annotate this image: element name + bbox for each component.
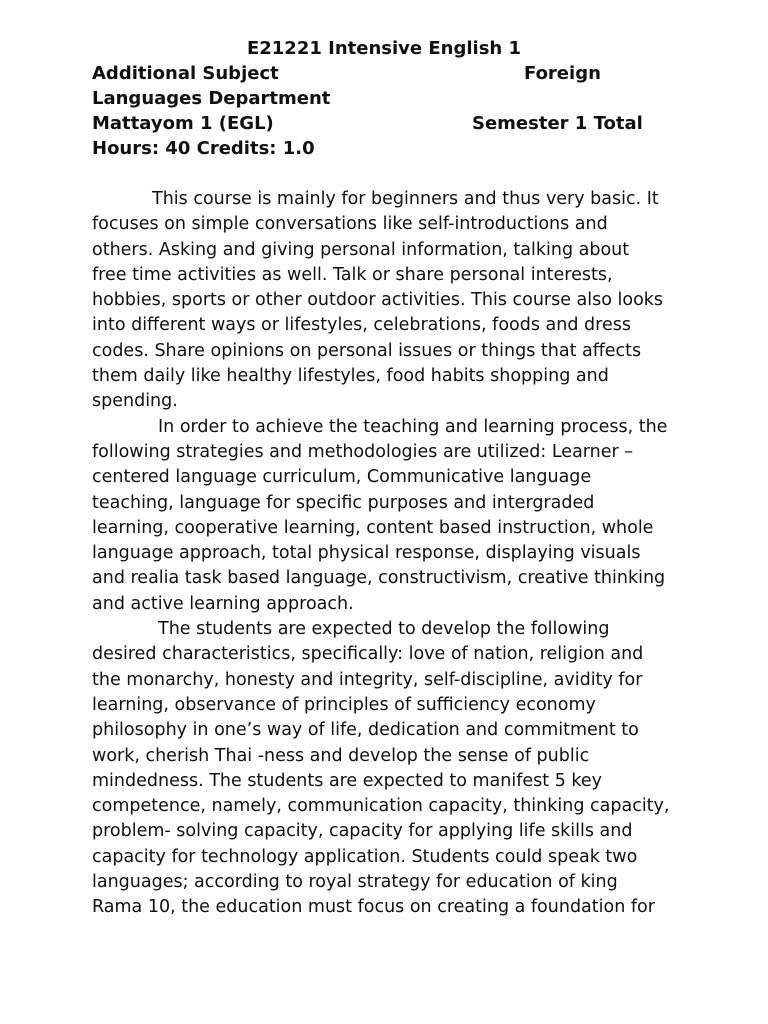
grade-level: Mattayom 1 (EGL) <box>92 113 274 134</box>
hours-credits: Hours: 40 Credits: 1.0 <box>92 138 315 159</box>
text-line: desired characteristics, specifically: love of nation, religion and <box>92 644 644 665</box>
paragraph-teaching-strategies <box>92 415 692 617</box>
text-line: centered language curriculum, Communicative language <box>92 467 592 488</box>
text-line: spending. <box>92 391 178 412</box>
text-line: The students are expected to develop the following <box>158 619 610 640</box>
text-line: languages; according to royal strategy for education of king <box>92 872 618 893</box>
text-line: following strategies and methodologies are utilized: Learner – <box>92 441 634 462</box>
header-line-level <box>92 111 643 136</box>
text-line: learning, observance of principles of sufficiency economy <box>92 694 596 715</box>
text-line: work, cherish Thai -ness and develop the sense of public <box>92 745 590 766</box>
department-end: Languages Department <box>92 88 331 109</box>
paragraph-course-overview <box>92 187 692 415</box>
text-line: and realia task based language, constructivism, creative thinking <box>92 568 666 589</box>
text-line: philosophy in one’s way of life, dedication and commitment to <box>92 720 639 741</box>
department-start: Foreign <box>524 63 601 84</box>
text-line: and active learning approach. <box>92 593 354 614</box>
course-title: E21221 Intensive English 1 <box>246 38 522 59</box>
text-line: This course is mainly for beginners and thus very basic. It <box>152 189 659 209</box>
course-description <box>92 187 692 921</box>
text-line: teaching, language for specific purposes and intergraded <box>92 492 595 513</box>
subject-type: Additional Subject <box>92 63 279 84</box>
text-line: Rama 10, the education must focus on creating a foundation for <box>92 897 655 918</box>
text-line: into different ways or lifestyles, celebrations, foods and dress <box>92 315 631 336</box>
header-line-hours <box>92 136 632 161</box>
text-line: others. Asking and giving personal information, talking about <box>92 239 630 260</box>
text-line: mindedness. The students are expected to manifest 5 key <box>92 770 603 791</box>
text-line: capacity for technology application. Students could speak two <box>92 846 638 867</box>
text-line: learning, cooperative learning, content based instruction, whole <box>92 517 654 538</box>
header-line-subject <box>92 61 632 86</box>
text-line: codes. Share opinions on personal issues or things that affects <box>92 340 642 361</box>
text-line: free time activities as well. Talk or share personal interests, <box>92 264 613 285</box>
text-line: language approach, total physical response, displaying visuals <box>92 543 641 564</box>
text-line: competence, namely, communication capacity, thinking capacity, <box>92 796 670 817</box>
text-line: hobbies, sports or other outdoor activities. This course also looks <box>92 290 664 311</box>
header-line-department <box>92 86 632 111</box>
text-line: In order to achieve the teaching and learning process, the <box>158 416 668 437</box>
text-line: them daily like healthy lifestyles, food habits shopping and <box>92 366 609 387</box>
text-line: the monarchy, honesty and integrity, self-discipline, avidity for <box>92 669 643 690</box>
text-line: problem- solving capacity, capacity for applying life skills and <box>92 821 633 842</box>
semester-info: Semester 1 Total <box>472 113 643 134</box>
paragraph-desired-characteristics <box>92 617 692 921</box>
text-line: focuses on simple conversations like self-introductions and <box>92 214 608 235</box>
